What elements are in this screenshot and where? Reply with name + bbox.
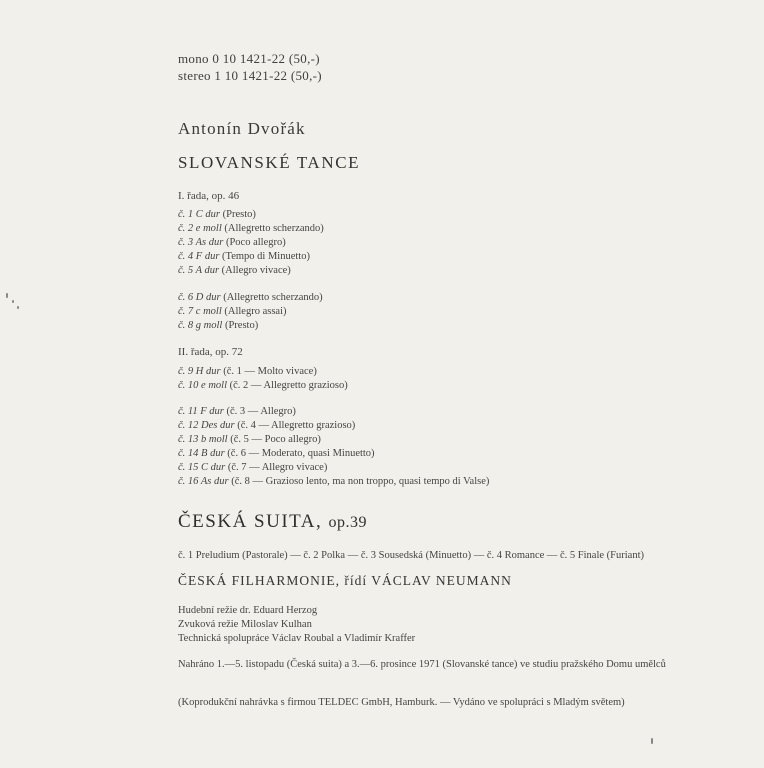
dance-tempo: (č. 1 — Molto vivace) [220, 366, 317, 377]
dance-item [178, 365, 348, 379]
dance-item [178, 379, 348, 393]
dance-number: č. 3 [178, 237, 196, 248]
dance-key: C dur [195, 209, 221, 220]
dance-tempo: (Poco allegro) [223, 237, 286, 248]
suite-title [178, 511, 367, 533]
suite-opus: op.39 [328, 514, 367, 531]
dance-key: D dur [195, 292, 221, 303]
orchestra-conductor: ČESKÁ FILHARMONIE, řídí VÁCLAV NEUMANN [178, 573, 512, 588]
dance-tempo: (Allegretto scherzando) [221, 223, 324, 234]
dance-number: č. 13 [178, 434, 202, 445]
dance-tempo: (č. 5 — Poco allegro) [227, 434, 321, 445]
dance-item [178, 305, 323, 319]
paper-speck [651, 738, 653, 744]
series2-group-b [178, 405, 489, 489]
dance-key: b moll [201, 434, 228, 445]
dance-item [178, 319, 323, 333]
dance-item [178, 447, 489, 461]
dance-key: Des dur [201, 420, 235, 431]
dance-tempo: (č. 6 — Moderato, quasi Minuetto) [224, 448, 375, 459]
dance-key: C dur [201, 462, 226, 473]
dance-key: c moll [195, 306, 222, 317]
dance-key: g moll [195, 320, 223, 331]
suite-movements: č. 1 Preludium (Pastorale) — č. 2 Polka — č. 3 Sousedská (Minuetto) — č. 4 Romance — č. 5 Finale (Furiant) [178, 550, 644, 561]
suite-title-text: ČESKÁ SUITA, [178, 511, 323, 532]
paper-speck [17, 306, 19, 309]
catalog-mono: mono 0 10 1421-22 (50,-) [178, 51, 320, 66]
composer-name: Antonín Dvořák [178, 119, 306, 138]
dance-item [178, 236, 324, 250]
series1-group-a [178, 208, 324, 278]
dance-tempo: (č. 3 — Allegro) [223, 406, 296, 417]
dance-number: č. 2 [178, 223, 196, 234]
dance-tempo: (Allegro vivace) [219, 265, 291, 276]
dance-item [178, 264, 324, 278]
dance-tempo: (č. 7 — Allegro vivace) [225, 462, 328, 473]
paper-speck [12, 300, 14, 303]
dance-number: č. 9 [178, 366, 196, 377]
dance-tempo: (Allegro assai) [221, 306, 287, 317]
coproduction-note: (Koprodukční nahrávka s firmou TELDEC GmbH, Hamburk. — Vydáno ve spolupráci s Mladým světem) [178, 697, 625, 708]
dance-key: As dur [195, 237, 224, 248]
dance-number: č. 5 [178, 265, 196, 276]
dance-number: č. 8 [178, 320, 196, 331]
catalog-numbers [178, 50, 322, 84]
series2-group-a [178, 365, 348, 393]
dance-key: H dur [195, 366, 221, 377]
dance-key: B dur [201, 448, 225, 459]
credit-line: Zvuková režie Miloslav Kulhan [178, 619, 312, 630]
dance-item [178, 475, 489, 489]
series1-heading: I. řada, op. 46 [178, 190, 240, 202]
dance-item [178, 291, 323, 305]
dance-item [178, 461, 489, 475]
paper-speck [6, 293, 8, 298]
dance-key: F dur [195, 251, 220, 262]
catalog-stereo: stereo 1 10 1421-22 (50,-) [178, 68, 322, 83]
dance-number: č. 1 [178, 209, 196, 220]
dance-tempo: (č. 8 — Grazioso lento, ma non troppo, quasi tempo di Valse) [228, 476, 490, 487]
credits [178, 604, 415, 646]
dance-item [178, 222, 324, 236]
dance-key: e moll [195, 223, 222, 234]
dance-item [178, 405, 489, 419]
work-title: SLOVANSKÉ TANCE [178, 153, 361, 172]
dance-key: F dur [200, 406, 224, 417]
dance-tempo: (Allegretto scherzando) [220, 292, 323, 303]
dance-tempo: (Tempo di Minuetto) [219, 251, 310, 262]
dance-tempo: (č. 4 — Allegretto grazioso) [234, 420, 356, 431]
dance-number: č. 4 [178, 251, 196, 262]
dance-tempo: (č. 2 — Allegretto grazioso) [227, 380, 348, 391]
recording-note: Nahráno 1.—5. listopadu (Česká suita) a 3.—6. prosince 1971 (Slovanské tance) ve studiu pražského Domu umělců [178, 659, 666, 670]
dance-key: As dur [200, 476, 229, 487]
series1-group-b [178, 291, 323, 333]
dance-tempo: (Presto) [222, 320, 259, 331]
dance-number: č. 14 [178, 448, 202, 459]
dance-number: č. 11 [178, 406, 201, 417]
dance-tempo: (Presto) [220, 209, 256, 220]
dance-number: č. 12 [178, 420, 202, 431]
dance-number: č. 16 [178, 476, 201, 487]
series2-heading: II. řada, op. 72 [178, 346, 243, 358]
credit-line: Hudební režie dr. Eduard Herzog [178, 605, 318, 616]
dance-number: č. 15 [178, 462, 202, 473]
dance-number: č. 6 [178, 292, 196, 303]
dance-item [178, 433, 489, 447]
dance-key: e moll [201, 380, 227, 391]
dance-item [178, 250, 324, 264]
dance-item [178, 208, 324, 222]
dance-item [178, 419, 489, 433]
credit-line: Technická spolupráce Václav Roubal a Vladimír Kraffer [178, 633, 416, 644]
dance-number: č. 10 [178, 380, 202, 391]
dance-key: A dur [195, 265, 220, 276]
dance-number: č. 7 [178, 306, 196, 317]
